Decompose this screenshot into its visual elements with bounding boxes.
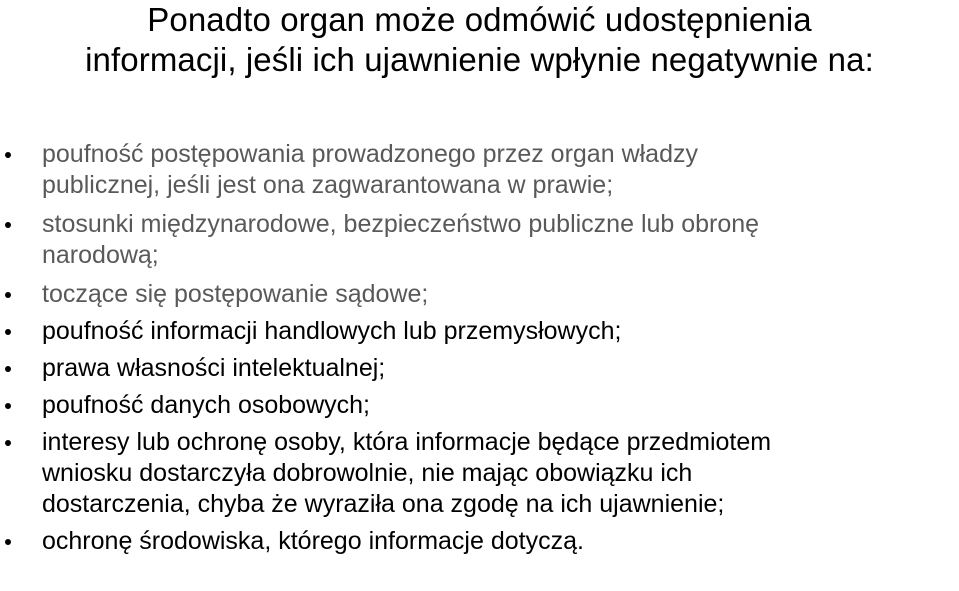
list-item [0,427,959,520]
bullet-icon [5,222,11,228]
list-item-line: ochronę środowiska, którego informacje dotyczą. [42,527,584,555]
list-item-line: poufność danych osobowych; [42,391,370,419]
list-item [0,279,959,310]
bullet-icon [5,152,11,158]
list-item [0,526,959,557]
bullet-icon [5,329,11,335]
list-item [0,390,959,421]
bullet-icon [5,403,11,409]
slide-title-line-1: Ponadto organ może odmówić udostępnienia [147,1,812,38]
list-item-line: poufność postępowania prowadzonego przez organ władzy [42,140,698,168]
list-item-line: wniosku dostarczyła dobrowolnie, nie mając obowiązku ich [42,459,693,487]
list-item [0,209,959,271]
list-item-line: prawa własności intelektualnej; [42,354,386,382]
bullet-icon [5,440,11,446]
list-item-line: interesy lub ochronę osoby, która informacje będące przedmiotem [42,428,772,456]
bullet-icon [5,292,11,298]
slide-title-line-2: informacji, jeśli ich ujawnienie wpłynie negatywnie na: [85,41,874,78]
slide-title [0,0,959,80]
list-item-line: publicznej, jeśli jest ona zagwarantowana w prawie; [42,171,614,199]
bullet-icon [5,539,11,545]
list-item-line: dostarczenia, chyba że wyraziła ona zgodę na ich ujawnienie; [42,490,725,518]
list-item-line: toczące się postępowanie sądowe; [42,280,429,308]
list-item [0,316,959,347]
list-item-line: narodową; [42,241,159,269]
list-item-line: poufność informacji handlowych lub przemysłowych; [42,317,622,345]
bullet-list [0,139,959,563]
bullet-icon [5,366,11,372]
list-item-line: stosunki międzynarodowe, bezpieczeństwo publiczne lub obronę [42,210,760,238]
list-item [0,139,959,201]
list-item [0,353,959,384]
